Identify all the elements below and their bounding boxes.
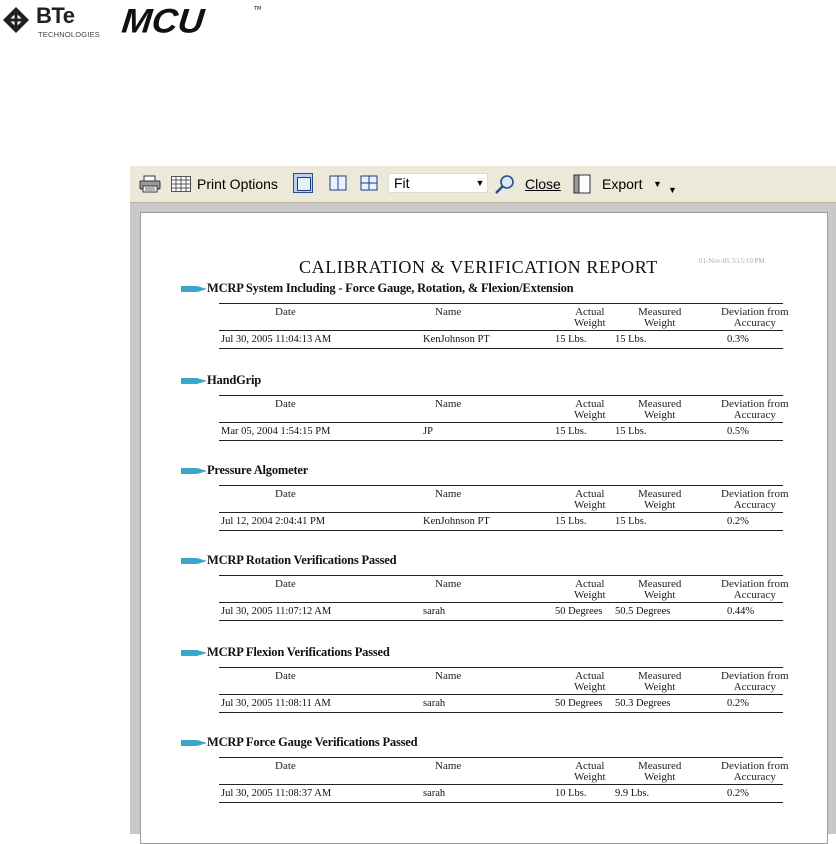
row-measured: 15 Lbs. (615, 334, 647, 345)
col-deviation-header: Deviation from Accuracy (721, 760, 789, 783)
row-rule (219, 348, 783, 349)
col-date-header: Date (275, 488, 296, 500)
report-timestamp: 01-Nov-05 3:15:10 PM (699, 257, 765, 265)
row-deviation: 0.2% (727, 698, 749, 709)
col-actual-header: Actual Weight (574, 760, 606, 783)
close-button[interactable] (525, 174, 561, 194)
col-measured-header: Measured Weight (638, 398, 682, 421)
row-name: sarah (423, 788, 446, 799)
header-rule-top (219, 575, 783, 576)
row-actual: 15 Lbs. (555, 516, 587, 527)
mcu-trademark: TM (254, 6, 262, 12)
bte-wordmark: BTe (36, 3, 75, 28)
section-title: MCRP Rotation Verifications Passed (207, 553, 397, 567)
row-deviation: 0.44% (727, 606, 755, 617)
row-date: Jul 30, 2005 11:04:13 AM (221, 334, 332, 345)
row-date: Mar 05, 2004 1:54:15 PM (221, 426, 331, 437)
row-deviation: 0.2% (727, 788, 749, 799)
col-date-header: Date (275, 670, 296, 682)
section-title: Pressure Algometer (207, 463, 309, 477)
single-page-view-button[interactable] (293, 173, 313, 193)
row-deviation: 0.5% (727, 426, 749, 437)
print-options-icon[interactable] (171, 176, 191, 192)
row-date: Jul 12, 2004 2:04:41 PM (221, 516, 326, 527)
col-measured-header: Measured Weight (638, 306, 682, 329)
section-title: MCRP Flexion Verifications Passed (207, 645, 390, 659)
col-date-header: Date (275, 306, 296, 318)
bte-logo (0, 2, 110, 42)
header-rule-bottom (219, 784, 783, 785)
toolbar-overflow-icon[interactable]: ▼ (668, 185, 677, 195)
row-measured: 9.9 Lbs. (615, 788, 650, 799)
row-rule (219, 530, 783, 531)
two-page-icon (328, 173, 348, 193)
section-arrow-icon (181, 648, 207, 658)
row-actual: 50 Degrees (555, 698, 603, 709)
bte-subtitle: TECHNOLOGIES (38, 30, 100, 39)
col-actual-header: Actual Weight (574, 578, 606, 601)
col-date-header: Date (275, 578, 296, 590)
section-title: MCRP Force Gauge Verifications Passed (207, 735, 418, 749)
col-actual-header: Actual Weight (574, 670, 606, 693)
header-rule-top (219, 303, 783, 304)
header-rule-top (219, 485, 783, 486)
row-date: Jul 30, 2005 11:08:11 AM (221, 698, 331, 709)
row-rule (219, 712, 783, 713)
row-measured: 15 Lbs. (615, 516, 647, 527)
row-name: sarah (423, 698, 446, 709)
chevron-down-icon[interactable]: ▼ (475, 178, 485, 188)
header-rule-bottom (219, 602, 783, 603)
row-actual: 15 Lbs. (555, 426, 587, 437)
section-arrow-icon (181, 376, 207, 386)
row-deviation: 0.2% (727, 516, 749, 527)
row-deviation: 0.3% (727, 334, 749, 345)
section-title: HandGrip (207, 373, 261, 387)
col-measured-header: Measured Weight (638, 760, 682, 783)
viewer-toolbar (130, 166, 836, 203)
col-name-header: Name (435, 306, 462, 318)
row-actual: 10 Lbs. (555, 788, 587, 799)
four-page-icon (359, 173, 379, 193)
row-name: sarah (423, 606, 446, 617)
section-arrow-icon (181, 556, 207, 566)
export-icon[interactable] (573, 174, 591, 194)
col-deviation-header: Deviation from Accuracy (721, 578, 789, 601)
report-page (140, 212, 828, 844)
single-page-icon (297, 177, 311, 191)
header-rule-top (219, 395, 783, 396)
section-arrow-icon (181, 466, 207, 476)
header-rule-top (219, 757, 783, 758)
print-options-button[interactable]: Print Options (197, 176, 278, 192)
export-button[interactable]: Export (602, 176, 643, 192)
zoom-select[interactable]: Fit (388, 173, 488, 193)
header-rule-top (219, 667, 783, 668)
col-deviation-header: Deviation from Accuracy (721, 306, 789, 329)
mcu-logo: MCU (120, 1, 207, 41)
row-rule (219, 802, 783, 803)
header-rule-bottom (219, 512, 783, 513)
col-name-header: Name (435, 670, 462, 682)
col-deviation-header: Deviation from Accuracy (721, 488, 789, 511)
section-title: MCRP System Including - Force Gauge, Rotation, & Flexion/Extension (207, 281, 574, 295)
row-rule (219, 440, 783, 441)
col-measured-header: Measured Weight (638, 670, 682, 693)
header-rule-bottom (219, 694, 783, 695)
section-arrow-icon (181, 738, 207, 748)
close-label: lose (535, 176, 561, 192)
col-actual-header: Actual Weight (574, 488, 606, 511)
col-deviation-header: Deviation from Accuracy (721, 398, 789, 421)
col-name-header: Name (435, 578, 462, 590)
col-measured-header: Measured Weight (638, 578, 682, 601)
row-name: KenJohnson PT (423, 334, 490, 345)
search-icon[interactable] (494, 174, 516, 194)
col-deviation-header: Deviation from Accuracy (721, 670, 789, 693)
section-arrow-icon (181, 284, 207, 294)
row-date: Jul 30, 2005 11:07:12 AM (221, 606, 332, 617)
row-measured: 50.3 Degrees (615, 698, 671, 709)
row-name: KenJohnson PT (423, 516, 490, 527)
col-measured-header: Measured Weight (638, 488, 682, 511)
export-dropdown-icon[interactable]: ▼ (653, 179, 662, 189)
report-viewer (130, 166, 836, 834)
row-measured: 15 Lbs. (615, 426, 647, 437)
col-name-header: Name (435, 398, 462, 410)
report-title: CALIBRATION & VERIFICATION REPORT (299, 257, 658, 277)
col-date-header: Date (275, 398, 296, 410)
col-actual-header: Actual Weight (574, 306, 606, 329)
col-actual-header: Actual Weight (574, 398, 606, 421)
row-actual: 50 Degrees (555, 606, 603, 617)
header-rule-bottom (219, 422, 783, 423)
row-actual: 15 Lbs. (555, 334, 587, 345)
col-date-header: Date (275, 760, 296, 772)
printer-icon[interactable] (139, 175, 161, 193)
row-rule (219, 620, 783, 621)
close-accelerator: C (525, 176, 536, 192)
header-rule-bottom (219, 330, 783, 331)
multi-page-view-button[interactable] (359, 173, 379, 193)
bte-diamond-icon (2, 6, 30, 34)
col-name-header: Name (435, 760, 462, 772)
row-name: JP (423, 426, 433, 437)
two-page-view-button[interactable] (328, 173, 348, 193)
row-measured: 50.5 Degrees (615, 606, 671, 617)
col-name-header: Name (435, 488, 462, 500)
row-date: Jul 30, 2005 11:08:37 AM (221, 788, 332, 799)
